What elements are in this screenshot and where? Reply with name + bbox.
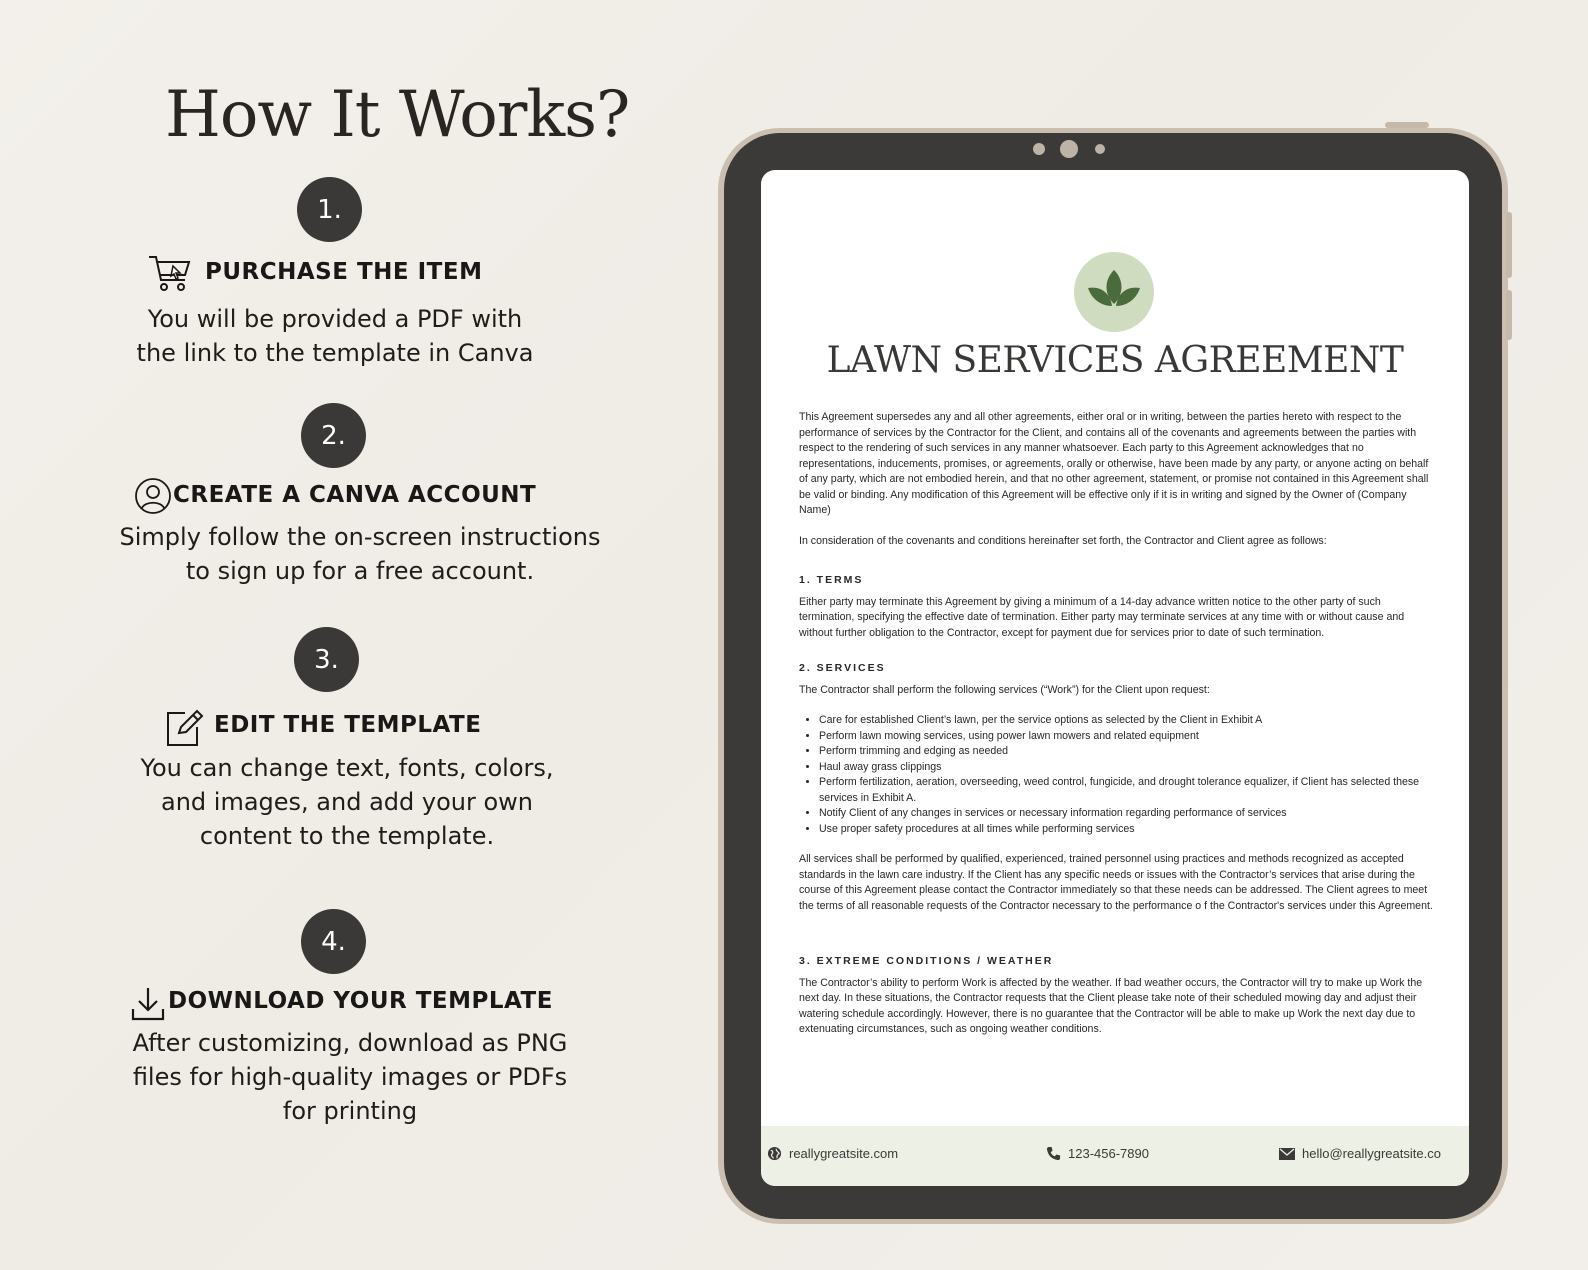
section-3-heading: 3. EXTREME CONDITIONS / WEATHER: [799, 955, 1054, 967]
phone-icon: [1046, 1146, 1061, 1161]
step-3-number: 3.: [294, 627, 359, 692]
step-1-desc-line: the link to the template in Canva: [136, 339, 534, 367]
list-item: • Perform trimming and edging as needed: [819, 744, 1433, 760]
step-4-title: DOWNLOAD YOUR TEMPLATE: [168, 988, 553, 1014]
envelope-icon: [1279, 1148, 1295, 1160]
document-intro: This Agreement supersedes any and all other agreements, either oral or in writing, between the parties hereto with respect to the performance of services by the Contractor for the Client, and contains all of the covenants and agreements between the parties with respect to the rendering of such services in any manner whatsoever. Each party to this Agreement acknowledges that no representations, inducements, promises, or agreements, orally or otherwise, have been made by any party, or anyone acting on behalf of any party, which are not embodied herein, and that no other agreement, statement, or promise not contained in this Agreement shall be valid or binding. Any modification of this Agreement will be effective only if it is in writing and signed by the Owner of (Company Name): [799, 411, 1429, 516]
list-item: • Notify Client of any changes in services or necessary information regarding performance of services: [819, 806, 1433, 822]
section-1-body: Either party may terminate this Agreement by giving a minimum of a 14-day advance written notice to the other party of such termination, specifying the effective date of termination. Either party may terminate services at any time with or without cause and without further obligation to the Contractor, except for payment due for services prior to date of such termination.: [799, 595, 1405, 639]
step-3-title: EDIT THE TEMPLATE: [214, 712, 482, 738]
step-3-desc-line: and images, and add your own: [161, 788, 533, 816]
camera-lens: [1060, 140, 1078, 158]
list-item: • Perform lawn mowing services, using power lawn mowers and related equipment: [819, 729, 1433, 745]
list-item: • Care for established Client’s lawn, per the service options as selected by the Client in Exhibit A: [819, 713, 1433, 729]
tablet-volume-button: [1506, 290, 1512, 340]
step-4-desc-line: files for high-quality images or PDFs: [132, 1063, 568, 1091]
leaf-logo-icon: [1074, 252, 1154, 332]
tablet-screen: [761, 170, 1469, 1186]
step-2-number: 2.: [301, 403, 366, 468]
camera-dot: [1033, 143, 1045, 155]
step-2-title: CREATE A CANVA ACCOUNT: [173, 482, 537, 508]
step-4-desc-line: After customizing, download as PNG: [132, 1029, 568, 1057]
document-body: [799, 410, 1433, 1053]
footer-phone: [1046, 1146, 1149, 1161]
document-consideration: In consideration of the covenants and conditions hereinafter set forth, the Contractor and Client agree as follows:: [799, 534, 1327, 547]
email-text: hello@reallygreatsite.co: [1302, 1146, 1441, 1161]
page-heading: How It Works?: [165, 78, 630, 152]
footer-website: [767, 1146, 898, 1161]
step-3-desc-line: You can change text, fonts, colors,: [140, 754, 554, 782]
step-1-number: 1.: [297, 177, 362, 242]
download-icon: [130, 985, 166, 1023]
tablet-top-button: [1385, 122, 1429, 128]
section-2-list: [799, 713, 1433, 837]
list-item: • Perform fertilization, aeration, overseeding, weed control, fungicide, and drought tolerance equalizer, if Client has selected these services in Exhibit A.: [819, 775, 1433, 806]
tablet-volume-button: [1506, 212, 1512, 278]
list-item: • Use proper safety procedures at all times while performing services: [819, 822, 1433, 838]
step-2-description: [110, 520, 610, 588]
document-title: LAWN SERVICES AGREEMENT: [826, 340, 1404, 381]
footer-email: [1279, 1146, 1441, 1161]
list-item: • Haul away grass clippings: [819, 760, 1433, 776]
section-3-body: The Contractor’s ability to perform Work is affected by the weather. If bad weather occurs, the Contractor will try to make up Work the next day. In these situations, the Contractor requests that the Client please take note of their scheduled mowing day and adjust their watering schedule accordingly. However, there is no guarantee that the Contractor will be able to make up Work the next day due to extenuating circumstances, such as ongoing weather conditions.: [799, 976, 1423, 1035]
step-2-desc-line: to sign up for a free account.: [185, 557, 535, 585]
step-3-description: [122, 751, 572, 853]
step-2-desc-line: Simply follow the on-screen instructions: [119, 523, 601, 551]
step-4-number: 4.: [301, 909, 366, 974]
website-text: reallygreatsite.com: [789, 1146, 899, 1161]
phone-text: 123-456-7890: [1068, 1146, 1149, 1161]
edit-icon: [163, 707, 205, 749]
step-1-description: [110, 302, 560, 370]
section-1-heading: 1. TERMS: [799, 574, 864, 586]
document-footer: [761, 1126, 1469, 1186]
camera-sensor: [1095, 144, 1105, 154]
section-2-closing: All services shall be performed by qualified, experienced, trained personnel using practices and methods recognized as accepted standards in the lawn care industry. If the Client has any specific needs or issues with the Contractor’s services that arise during the course of this Agreement please contact the Contractor immediately so that these needs can be addressed. The Client agrees to meet the terms of all reasonable requests of the Contractor necessary to the performance o f the Contractor's services under this Agreement.: [799, 853, 1433, 912]
shopping-cart-icon: [147, 253, 195, 295]
step-4-desc-line: for printing: [282, 1097, 418, 1125]
step-4-description: [110, 1026, 590, 1128]
section-2-heading: 2. SERVICES: [799, 662, 886, 674]
section-2-intro: The Contractor shall perform the following services (“Work”) for the Client upon request:: [799, 683, 1210, 696]
step-1-title: PURCHASE THE ITEM: [205, 259, 483, 285]
step-3-desc-line: content to the template.: [199, 822, 495, 850]
user-circle-icon: [134, 477, 172, 515]
globe-icon: [767, 1146, 782, 1161]
step-1-desc-line: You will be provided a PDF with: [147, 305, 523, 333]
